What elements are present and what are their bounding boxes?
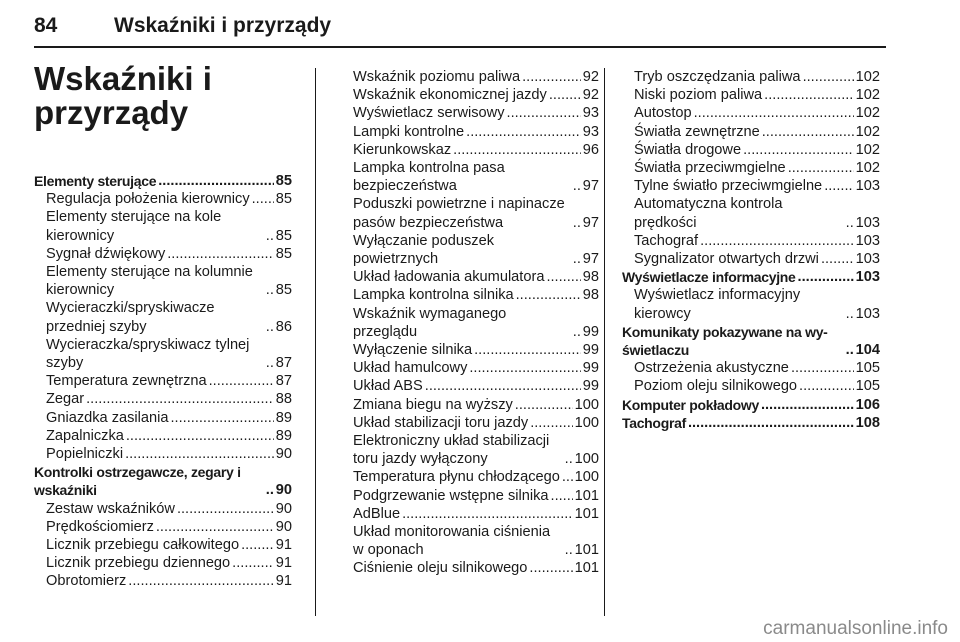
toc-page-number: 100	[574, 414, 599, 431]
dot-leader	[549, 86, 581, 104]
toc-page-number: 98	[582, 287, 599, 304]
toc-entry[interactable]	[34, 554, 292, 572]
dot-leader	[688, 414, 854, 432]
toc-entry-title: Wycieraczki/spryskiwacze przedniej szyby	[46, 300, 215, 335]
toc-page-number: 92	[582, 87, 599, 104]
dot-leader	[791, 359, 854, 377]
toc-entry[interactable]	[341, 559, 599, 577]
toc-page-number: 89	[275, 409, 292, 426]
toc-entry[interactable]	[341, 305, 599, 341]
toc-page-number: 93	[582, 123, 599, 140]
dot-leader	[126, 427, 274, 445]
toc-entry-title: Wyświetlacz informacyjny kierowcy	[634, 287, 801, 322]
toc-entry-title: Tylne światło przeciwmgielne	[634, 178, 823, 195]
toc-entry-title: Elementy sterujące na kolumnie kierownicy	[46, 264, 253, 299]
toc-page-number: 102	[855, 87, 880, 104]
toc-page-number: 91	[275, 573, 292, 590]
dot-leader	[551, 487, 573, 505]
toc-page-number: 103	[855, 251, 880, 268]
toc-page-number: 101	[574, 487, 599, 504]
toc-entry-title: Zapalniczka	[46, 427, 124, 444]
toc-entry[interactable]	[341, 414, 599, 432]
toc-entry-title: Elektroniczny układ stabilizacji toru jazdy wyłączony	[353, 433, 550, 468]
toc-page-number: 97	[582, 251, 599, 268]
toc-entry[interactable]	[34, 390, 292, 408]
dot-leader	[474, 341, 581, 359]
toc-entry-title: Licznik przebiegu dziennego	[46, 555, 231, 572]
watermark: carmanualsonline.info	[763, 618, 948, 639]
toc-page-number: 85	[275, 282, 292, 299]
toc-entry-title: Elementy sterujące	[34, 173, 157, 189]
dot-leader	[266, 481, 274, 499]
dot-leader	[266, 281, 274, 299]
toc-entry[interactable]	[622, 286, 880, 322]
toc-column-1	[34, 172, 292, 591]
toc-page-number: 103	[855, 232, 880, 249]
dot-leader	[694, 104, 854, 122]
toc-entry[interactable]	[341, 505, 599, 523]
dot-leader	[167, 245, 274, 263]
toc-entry[interactable]	[34, 245, 292, 263]
dot-leader	[522, 68, 581, 86]
toc-entry-title: Komputer pokładowy	[622, 396, 759, 413]
toc-entry-title: Układ ABS	[353, 378, 423, 395]
toc-entry[interactable]	[34, 263, 292, 299]
toc-entry-title: Podgrzewanie wstępne silnika	[353, 487, 549, 504]
dot-leader	[425, 377, 581, 395]
toc-entry[interactable]	[341, 396, 599, 414]
toc-entry-title: Wycieraczka/spryskiwacz tylnej szyby	[46, 336, 250, 372]
toc-entry[interactable]	[34, 572, 292, 590]
toc-entry-title: Prędkościomierz	[46, 518, 154, 535]
toc-page-number: 85	[275, 191, 292, 208]
toc-page-number: 102	[855, 69, 880, 85]
dot-leader	[762, 123, 854, 141]
dot-leader	[466, 123, 581, 141]
toc-entry[interactable]	[341, 104, 599, 122]
toc-page-number: 98	[582, 269, 599, 286]
toc-page-number: 100	[574, 469, 599, 486]
toc-entry[interactable]	[34, 372, 292, 390]
toc-entry[interactable]	[341, 523, 599, 559]
dot-leader	[266, 227, 274, 245]
toc-page-number: 93	[582, 105, 599, 122]
toc-entry[interactable]	[341, 68, 599, 86]
dot-leader	[453, 141, 581, 159]
dot-leader	[516, 286, 581, 304]
dot-leader	[803, 68, 854, 86]
toc-entry-title: Tachograf	[622, 414, 686, 431]
toc-page-number: 101	[574, 560, 599, 577]
toc-section-entry[interactable]	[34, 463, 292, 499]
toc-entry-title: Zegar	[46, 391, 85, 408]
toc-page-number: 90	[275, 518, 292, 535]
toc-entry-title: Licznik przebiegu całkowitego	[46, 537, 240, 554]
toc-entry-title: Lampka kontrolna silnika	[353, 287, 514, 304]
toc-entry-title: Lampki kontrolne	[353, 123, 465, 140]
dot-leader	[788, 159, 854, 177]
dot-leader	[565, 541, 573, 559]
toc-page-number: 103	[855, 305, 880, 322]
toc-section-entry[interactable]	[622, 323, 880, 359]
toc-entry[interactable]	[34, 445, 292, 463]
toc-page-number: 103	[855, 214, 880, 231]
page-header	[34, 8, 886, 48]
toc-entry-title: Obrotomierz	[46, 573, 127, 590]
column-divider	[604, 68, 605, 616]
toc-page-number: 97	[582, 178, 599, 195]
dot-leader	[507, 104, 581, 122]
dot-leader	[469, 359, 580, 377]
toc-page-number: 87	[275, 373, 292, 390]
toc-entry[interactable]	[622, 159, 880, 177]
toc-entry-title: Kontrolki ostrzegawcze, zegary i wskaźniki	[34, 464, 241, 499]
dot-leader	[402, 505, 573, 523]
toc-entry-title: Lampka kontrolna pasa bezpieczeństwa	[353, 160, 505, 195]
toc-page-number: 85	[275, 173, 292, 189]
dot-leader	[86, 390, 274, 408]
toc-entry-title: Zmiana biegu na wyższy	[353, 396, 513, 413]
toc-entry[interactable]	[341, 432, 599, 468]
dot-leader	[171, 409, 274, 427]
toc-page-number: 108	[855, 414, 880, 431]
dot-leader	[573, 214, 581, 232]
toc-entry[interactable]	[34, 208, 292, 244]
toc-entry-title: Automatyczna kontrola prędkości	[634, 196, 783, 231]
toc-entry-title: Temperatura płynu chłodzącego	[353, 469, 560, 486]
toc-page-number: 106	[855, 396, 880, 413]
toc-page-number: 99	[582, 342, 599, 359]
toc-entry-title: Niski poziom paliwa	[634, 87, 763, 104]
toc-entry-title: Układ hamulcowy	[353, 360, 468, 377]
toc-entry-title: Tachograf	[634, 232, 699, 249]
toc-entry[interactable]	[341, 268, 599, 286]
toc-entry-title: Wyświetlacze informacyjne	[622, 269, 796, 286]
toc-page-number: 104	[855, 342, 880, 359]
toc-column-2	[341, 68, 599, 578]
toc-entry[interactable]	[341, 86, 599, 104]
toc-entry[interactable]	[341, 487, 599, 505]
dot-leader	[846, 305, 854, 323]
toc-entry[interactable]	[622, 123, 880, 141]
toc-page-number: 105	[855, 378, 880, 395]
toc-entry[interactable]	[34, 299, 292, 335]
toc-entry[interactable]	[341, 123, 599, 141]
toc-entry-title: Kierunkowskaz	[353, 141, 452, 158]
toc-entry[interactable]	[622, 141, 880, 159]
toc-entry-title: Poziom oleju silnikowego	[634, 378, 798, 395]
dot-leader	[799, 377, 854, 395]
dot-leader	[565, 450, 573, 468]
toc-page-number: 100	[574, 396, 599, 413]
toc-entry-title: Autostop	[634, 105, 692, 122]
dot-leader	[700, 232, 854, 250]
dot-leader	[515, 396, 573, 414]
toc-entry-title: Światła drogowe	[634, 141, 742, 158]
toc-entry[interactable]	[341, 141, 599, 159]
toc-entry[interactable]	[622, 195, 880, 231]
toc-section-entry[interactable]	[622, 396, 880, 414]
dot-leader	[530, 414, 572, 432]
dot-leader	[761, 396, 854, 414]
toc-column-3	[622, 68, 880, 432]
toc-page-number: 90	[275, 482, 292, 499]
toc-page-number: 101	[574, 505, 599, 522]
dot-leader	[529, 559, 572, 577]
toc-entry[interactable]	[341, 195, 599, 231]
toc-entry[interactable]	[622, 250, 880, 268]
toc-page-number: 85	[275, 245, 292, 262]
toc-entry-title: Sygnalizator otwartych drzwi	[634, 251, 819, 268]
toc-entry-title: Układ ładowania akumulatora	[353, 269, 545, 286]
toc-entry-title: Sygnał dźwiękowy	[46, 245, 166, 262]
dot-leader	[562, 468, 573, 486]
dot-leader	[846, 341, 854, 359]
toc-page-number: 103	[855, 178, 880, 195]
dot-leader	[266, 318, 274, 336]
toc-page-number: 86	[275, 318, 292, 335]
toc-entry[interactable]	[34, 190, 292, 208]
dot-leader	[573, 177, 581, 195]
toc-page-number: 99	[582, 323, 599, 340]
dot-leader	[821, 250, 854, 268]
toc-entry-title: Gniazdka zasilania	[46, 409, 169, 426]
toc-entry[interactable]	[341, 341, 599, 359]
dot-leader	[209, 372, 274, 390]
toc-entry-title: Poduszki powietrzne i napinacze pasów bezpieczeństwa	[353, 196, 565, 231]
toc-entry[interactable]	[622, 377, 880, 395]
toc-entry-title: Wyłączanie poduszek powietrznych	[353, 232, 495, 268]
running-title: Wskaźniki i przyrządy	[114, 14, 332, 37]
dot-leader	[573, 250, 581, 268]
toc-entry[interactable]	[622, 68, 880, 86]
toc-entry[interactable]	[34, 336, 292, 372]
toc-entry-title: Ostrzeżenia akustyczne	[634, 360, 789, 377]
toc-entry[interactable]	[341, 377, 599, 395]
toc-page-number: 99	[582, 378, 599, 395]
toc-page-number: 102	[855, 105, 880, 122]
toc-entry[interactable]	[622, 232, 880, 250]
dot-leader	[743, 141, 854, 159]
toc-entry-title: Układ monitorowania ciśnienia w oponach	[353, 524, 551, 559]
toc-page-number: 90	[275, 446, 292, 463]
toc-entry-title: Tryb oszczędzania paliwa	[634, 69, 801, 85]
chapter-title: Wskaźniki i przyrządy	[34, 60, 212, 131]
toc-entry[interactable]	[34, 409, 292, 427]
toc-entry-title: Wyłączenie silnika	[353, 342, 473, 359]
dot-leader	[764, 86, 853, 104]
toc-page-number: 101	[574, 542, 599, 559]
toc-entry[interactable]	[34, 536, 292, 554]
dot-leader	[573, 323, 581, 341]
toc-entry-title: Ciśnienie oleju silnikowego	[353, 560, 528, 577]
toc-entry-title: Światła zewnętrzne	[634, 123, 760, 140]
dot-leader	[128, 572, 273, 590]
toc-section-entry[interactable]	[622, 268, 880, 286]
toc-section-entry[interactable]	[622, 414, 880, 432]
toc-entry-title: Popielniczki	[46, 446, 124, 463]
dot-leader	[177, 500, 274, 518]
toc-page-number: 99	[582, 360, 599, 377]
toc-entry[interactable]	[622, 177, 880, 195]
toc-entry[interactable]	[622, 104, 880, 122]
dot-leader	[125, 445, 274, 463]
toc-entry-title: Wyświetlacz serwisowy	[353, 105, 505, 122]
toc-page-number: 105	[855, 360, 880, 377]
toc-entry-title: Regulacja położenia kierownicy	[46, 191, 250, 208]
toc-entry[interactable]	[34, 500, 292, 518]
toc-entry-title: Komunikaty pokazywane na wy-świetlaczu	[622, 323, 828, 359]
toc-page-number: 92	[582, 69, 599, 85]
toc-page-number: 91	[275, 537, 292, 554]
toc-page-number: 85	[275, 227, 292, 244]
toc-entry[interactable]	[341, 286, 599, 304]
toc-page-number: 91	[275, 555, 292, 572]
toc-page-number: 103	[855, 269, 880, 286]
toc-page-number: 89	[275, 427, 292, 444]
toc-entry-title: Elementy sterujące na kole kierownicy	[46, 209, 222, 244]
dot-leader	[846, 214, 854, 232]
page-number: 84	[34, 14, 58, 37]
toc-entry[interactable]	[341, 159, 599, 195]
toc-entry-title: AdBlue	[353, 505, 401, 522]
column-divider	[315, 68, 316, 616]
toc-entry-title: Zestaw wskaźników	[46, 500, 175, 517]
dot-leader	[798, 268, 854, 286]
toc-page-number: 96	[582, 141, 599, 158]
toc-page-number: 88	[275, 391, 292, 408]
toc-entry[interactable]	[341, 359, 599, 377]
toc-page-number: 97	[582, 214, 599, 231]
toc-entry-title: Temperatura zewnętrzna	[46, 373, 207, 390]
toc-page-number: 87	[275, 355, 292, 372]
toc-entry-title: Wskaźnik wymaganego przeglądu	[353, 305, 507, 340]
toc-entry[interactable]	[622, 359, 880, 377]
toc-entry-title: Wskaźnik ekonomicznej jazdy	[353, 87, 547, 104]
dot-leader	[252, 190, 274, 208]
toc-section-entry[interactable]	[34, 172, 292, 190]
toc-entry[interactable]	[34, 518, 292, 536]
toc-entry-title: Układ stabilizacji toru jazdy	[353, 414, 529, 431]
toc-entry[interactable]	[34, 427, 292, 445]
dot-leader	[158, 172, 274, 190]
toc-page-number: 100	[574, 451, 599, 468]
toc-entry[interactable]	[341, 468, 599, 486]
toc-page-number: 102	[855, 123, 880, 140]
toc-page-number: 90	[275, 500, 292, 517]
toc-entry-title: Światła przeciwmgielne	[634, 160, 786, 177]
dot-leader	[241, 536, 274, 554]
toc-entry[interactable]	[622, 86, 880, 104]
toc-page-number: 102	[855, 141, 880, 158]
dot-leader	[156, 518, 274, 536]
dot-leader	[232, 554, 274, 572]
dot-leader	[824, 177, 853, 195]
toc-page-number: 102	[855, 160, 880, 177]
dot-leader	[266, 354, 274, 372]
dot-leader	[546, 268, 580, 286]
toc-entry-title: Wskaźnik poziomu paliwa	[353, 69, 521, 85]
toc-entry[interactable]	[341, 232, 599, 268]
